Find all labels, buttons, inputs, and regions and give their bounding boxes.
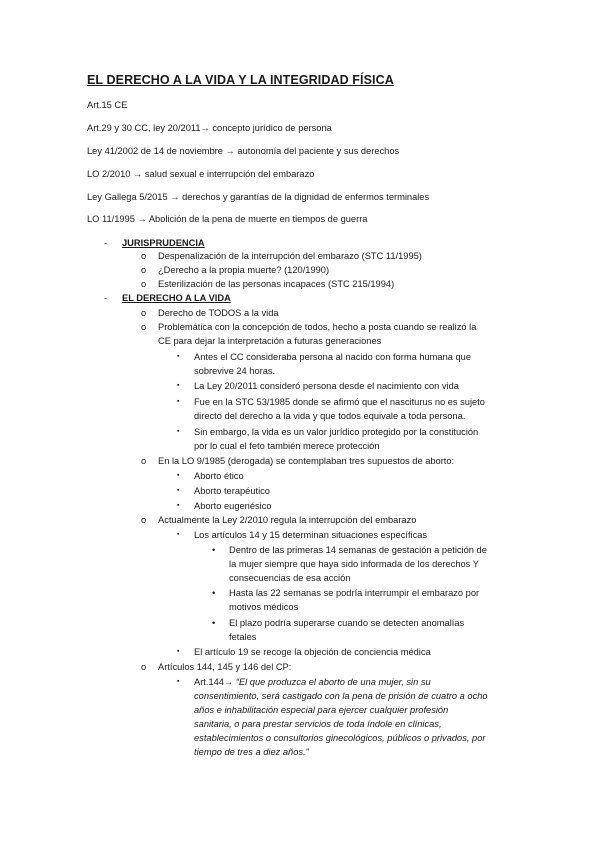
square-bullet: ▪: [177, 353, 180, 360]
quote-text: “El que produzca el aborto de una mujer, sin su: [235, 677, 431, 687]
dash-bullet: -: [104, 238, 108, 248]
list-item: La Ley 20/2011 consideró persona desde el nacimiento con vida: [194, 381, 459, 391]
list-item: Problemática con la concepción de todos, hecho a posta cuando se realizó la: [158, 322, 477, 332]
list-item: Hasta las 22 semanas se podría interrumpir el embarazo por: [229, 588, 480, 598]
list-item-continuation: sobrevive 24 horas.: [194, 366, 276, 376]
list-item-continuation: CE para dejar la interpretación a futuras generaciones: [158, 336, 382, 346]
circle-bullet: o: [141, 265, 147, 275]
list-item-continuation: consecuencias de esa acción: [229, 573, 351, 583]
list-item: Despenalización de la interrupción del embarazo (STC 11/1995): [158, 251, 422, 261]
list-item: Dentro de las primeras 14 semanas de gestación a petición de: [229, 545, 487, 555]
list-item: En la LO 9/1985 (derogada) se contemplaban tres supuestos de aborto:: [158, 456, 455, 466]
page-title: EL DERECHO A LA VIDA Y LA INTEGRIDAD FÍSICA: [87, 73, 394, 87]
list-item: Aborto eugenésico: [194, 501, 272, 511]
quote-continuation: consentimiento, será castigado con la pena de prisión de cuatro a ocho: [194, 691, 488, 701]
reference-line: LO 11/1995 → Abolición de la pena de muerte en tiempos de guerra: [87, 214, 368, 224]
square-bullet: ▪: [177, 648, 180, 655]
list-item: Esterilización de las personas incapaces (STC 215/1994): [158, 279, 395, 289]
list-item-continuation: fetales: [229, 632, 257, 642]
section-heading-jurisprudencia: JURISPRUDENCIA: [122, 238, 205, 248]
dot-bullet: •: [212, 588, 216, 598]
list-item: El plazo podría superarse cuando se detecten anomalías: [229, 618, 465, 628]
circle-bullet: o: [141, 322, 147, 332]
list-item: Actualmente la Ley 2/2010 regula la interrupción del embarazo: [158, 515, 417, 525]
circle-bullet: o: [141, 279, 147, 289]
reference-line: Ley 41/2002 de 14 de noviembre → autonomía del paciente y sus derechos: [87, 146, 400, 156]
circle-bullet: o: [141, 515, 147, 525]
reference-line: LO 2/2010 → salud sexual e interrupción del embarazo: [87, 169, 315, 179]
list-item-continuation: por lo cual el feto también merece protección: [194, 441, 380, 451]
quote-continuation: establecimientos o consultorios ginecológicos, públicos o privados, por: [194, 733, 486, 743]
circle-bullet: o: [141, 662, 147, 672]
list-item-continuation: directo del derecho a la vida y que todos equivale a toda persona.: [194, 411, 466, 421]
list-item: El artículo 19 se recoge la objeción de conciencia médica: [194, 647, 431, 657]
square-bullet: ▪: [177, 382, 180, 389]
square-bullet: ▪: [177, 531, 180, 538]
dot-bullet: •: [212, 545, 216, 555]
list-item-continuation: la mujer siempre que haya sido informada de los derechos Y: [229, 559, 479, 569]
square-bullet: ▪: [177, 487, 180, 494]
list-item: Fue en la STC 53/1985 donde se afirmó que el nasciturus no es sujeto: [194, 397, 485, 407]
list-item: ¿Derecho a la propia muerte? (120/1990): [158, 265, 330, 275]
list-item: Aborto ético: [194, 471, 244, 481]
reference-line: Ley Gallega 5/2015 → derechos y garantías de la dignidad de enfermos terminales: [87, 192, 430, 202]
quote-continuation: años e inhabilitación especial para ejercer cualquier profesión: [194, 705, 449, 715]
list-item: Aborto terapéutico: [194, 486, 270, 496]
list-item: Derecho de TODOS a la vida: [158, 308, 279, 318]
square-bullet: ▪: [177, 398, 180, 405]
circle-bullet: o: [141, 308, 147, 318]
reference-line: Art.29 y 30 CC, ley 20/2011→ concepto jurídico de persona: [87, 123, 332, 133]
list-item: Antes el CC consideraba persona al nacido con forma humana que: [194, 352, 472, 362]
list-item: Sin embargo, la vida es un valor jurídico protegido por la constitución: [194, 427, 479, 437]
list-item: Artículos 144, 145 y 146 del CP:: [158, 662, 292, 672]
circle-bullet: o: [141, 456, 147, 466]
square-bullet: ▪: [177, 502, 180, 509]
dash-bullet: -: [104, 293, 108, 303]
square-bullet: ▪: [177, 428, 180, 435]
quote-continuation: tiempo de tres a diez años.”: [194, 747, 309, 757]
list-item: Los artículos 14 y 15 determinan situaciones específicas: [194, 530, 428, 540]
dot-bullet: •: [212, 618, 216, 628]
circle-bullet: o: [141, 251, 147, 261]
reference-line: Art.15 CE: [87, 100, 128, 110]
list-item-continuation: motivos médicos: [229, 602, 299, 612]
quote-continuation: sanitaria, o para prestar servicios de toda índole en clínicas,: [194, 719, 442, 729]
article-label: Art.144→: [194, 677, 236, 687]
square-bullet: ▪: [177, 472, 180, 479]
section-heading-derecho-vida: EL DERECHO A LA VIDA: [122, 293, 231, 303]
square-bullet: ▪: [177, 678, 180, 685]
article-quote: [194, 676, 431, 688]
